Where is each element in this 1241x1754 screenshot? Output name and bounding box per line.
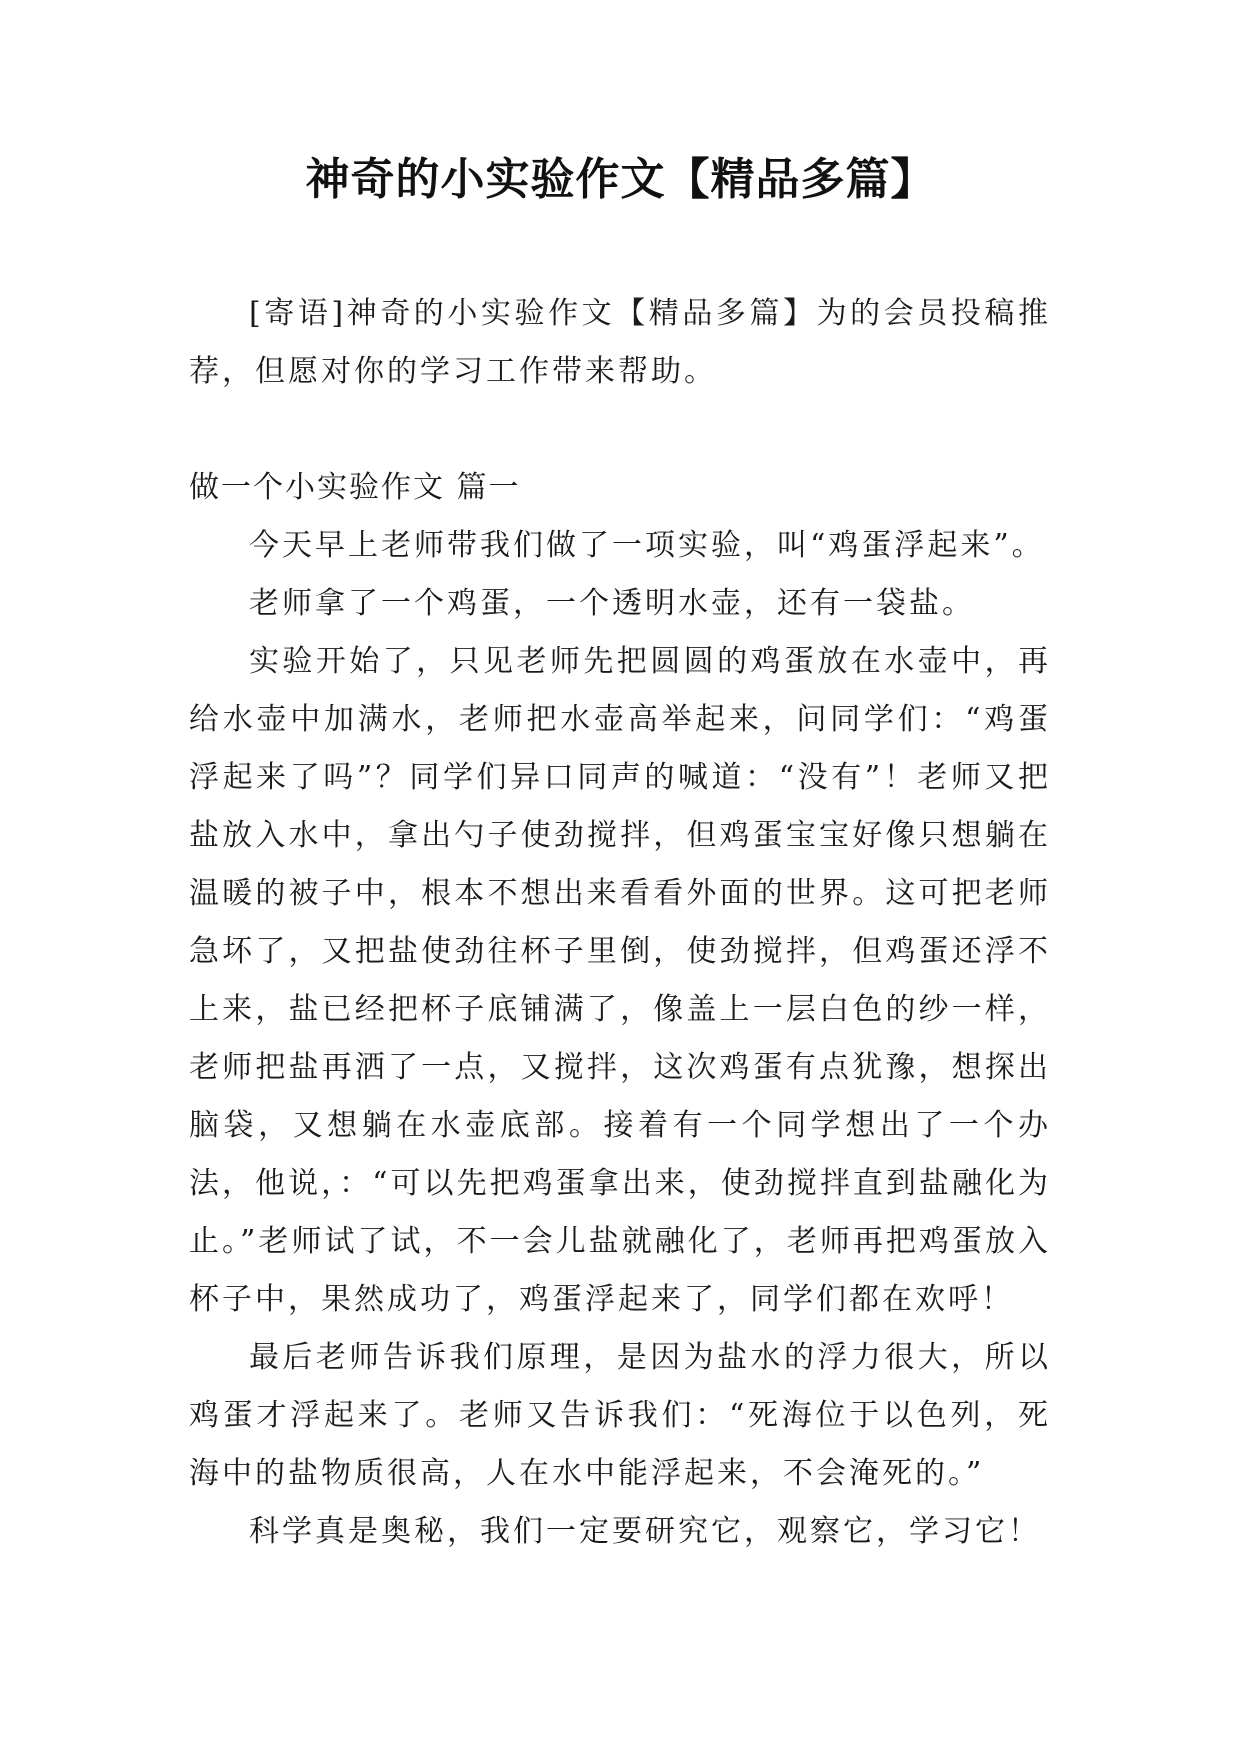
body-paragraph: 老师拿了一个鸡蛋，一个透明水壶，还有一袋盐。: [249, 586, 975, 621]
section-heading: 做一个小实验作文 篇一: [189, 470, 521, 505]
document-body: [189, 285, 1051, 1561]
body-paragraph: 科学真是奥秘，我们一定要研究它，观察它，学习它！: [249, 1514, 1041, 1549]
body-paragraph: 实验开始了，只见老师先把圆圆的鸡蛋放在水壶中，再给水壶中加满水，老师把水壶高举起来，问同学们：“鸡蛋浮起来了吗”？同学们异口同声的喊道：“没有”！老师又把盐放入水中，拿出勺子使劲搅拌，但鸡蛋宝宝好像只想躺在温暖的被子中，根本不想出来看看外面的世界。这可把老师急坏了，又把盐使劲往杯子里倒，使劲搅拌，但鸡蛋还浮不上来，盐已经把杯子底铺满了，像盖上一层白色的纱一样，老师把盐再洒了一点，又搅拌，这次鸡蛋有点犹豫，想探出脑袋，又想躺在水壶底部。接着有一个同学想出了一个办法，他说，：“可以先把鸡蛋拿出来，使劲搅拌直到盐融化为止。”老师试了试，不一会儿盐就融化了，老师再把鸡蛋放入杯子中，果然成功了，鸡蛋浮起来了，同学们都在欢呼！: [189, 644, 1051, 1317]
body-paragraph: 最后老师告诉我们原理，是因为盐水的浮力很大，所以鸡蛋才浮起来了。老师又告诉我们：“死海位于以色列，死海中的盐物质很高，人在水中能浮起来，不会淹死的。”: [189, 1340, 1051, 1491]
document-title: 神奇的小实验作文【精品多篇】: [305, 154, 936, 205]
body-paragraph: 今天早上老师带我们做了一项实验，叫“鸡蛋浮起来”。: [249, 528, 1045, 563]
intro-paragraph: [寄语]神奇的小实验作文【精品多篇】为的会员投稿推荐，但愿对你的学习工作带来帮助。: [189, 296, 1051, 389]
